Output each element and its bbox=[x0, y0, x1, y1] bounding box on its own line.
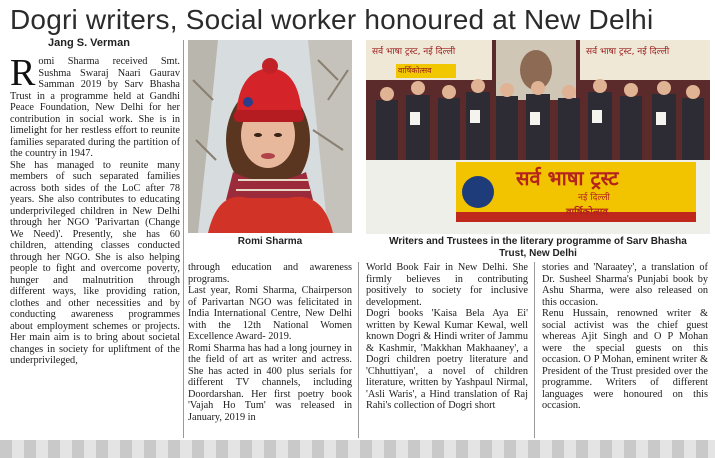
article-column-2: through education and awareness programs. Last year, Romi Sharma, Chairperson of Parivartan NGO was felicitated in India International Centre, New Delhi with the 12th National Women Excellence Award- 2019. Romi Sharma has had a long journey in the field of art as writer and actress. She has acted in 400 plus serials for different TV channels, including Doordarshan. Her first poetry book 'Vajah Ho Tum' was released in January, 2019 in bbox=[188, 262, 352, 423]
portrait-caption: Romi Sharma bbox=[237, 236, 303, 247]
article-column-3: World Book Fair in New Delhi. She firmly believes in contributing positively to society for inclusive development. Dogri books 'Kaisa Bela Aya Ei' written by Kewal Kumar Kewal, well known Dogri & Hindi writer of Jammu & Kashmir, 'Makkhan Makhaaney', a Dogri children poetry literature and 'Chhuttiyan', a novel of children literature, written by Yashpaul Nirmal, 'Asli Waris', a Hind translation of Raj Rahi's collection of Dogri short bbox=[366, 262, 528, 411]
banner-subtitle: वार्षिकोत्सव bbox=[398, 66, 432, 75]
headline: Dogri writers, Social worker honoured at New Delhi bbox=[10, 4, 654, 35]
column-divider bbox=[534, 262, 535, 438]
group-caption: Writers and Trustees in the literary programme of Sarv Bhasha Trust, New Delhi bbox=[389, 236, 687, 259]
portrait-illustration bbox=[188, 40, 352, 233]
banner-top-left: सर्व भाषा ट्रस्ट, नई दिल्ली bbox=[372, 47, 456, 57]
column-divider bbox=[358, 262, 359, 438]
article-column-4: stories and 'Naraatey', a translation of Dr. Susheel Sharma's Punjabi book by Ashu Sharma, were also released on this occasion. Renu Hussain, renowned writer & social activist was the chief guest whereas Ajit Singh and O P Mohan were the special guests on this occasion. O P Mohan, eminent writer & President of the Trust presided over the programme. Writers of different languages were honoured on this occasion. bbox=[542, 262, 708, 411]
byline: Jang S. Verman bbox=[48, 37, 130, 49]
banner-top-right: सर्व भाषा ट्रस्ट, नई दिल्ली bbox=[586, 47, 670, 57]
table-banner-subtitle: वार्षिकोत्सव bbox=[566, 207, 608, 218]
column-1-paragraph-1: omi Sharma received Smt. Sushma Swaraj Naari Gaurav Samman 2019 by Sarv Bhasha Trust in a programme held at Gandhi Peace Foundation, New Delhi for her contribution in social work. She is in limelight for her restless effort to reunite families separated during the partition of the country in 1947. bbox=[10, 56, 180, 159]
table-banner-city: नई दिल्ली bbox=[578, 193, 610, 203]
article-column-1 bbox=[10, 52, 180, 438]
group-photo bbox=[366, 40, 710, 234]
footer-bar bbox=[0, 440, 715, 458]
table-banner-title: सर्व भाषा ट्रस्ट bbox=[516, 166, 619, 190]
column-divider bbox=[183, 40, 184, 438]
portrait-photo bbox=[188, 40, 352, 233]
drop-cap: R bbox=[10, 52, 36, 94]
column-1-paragraph-2: She has managed to reunite many members of such separated families across both sides of the LoC after 78 years. She also contributes to educating underprivileged children in New Delhi through her NGO 'Parivartan (Change We Need)'. Presently, she has 60 children, attending classes conducted through her NGO. She is also helping people to fight and overcome poverty, hunger and malnutrition through different ways, like providing ration, clothes and other necessities and by conducting awareness programmes about employment schemes or projects. Her main aim is to bring about societal changes in society for upliftment of the underprivileged, bbox=[10, 159, 180, 366]
